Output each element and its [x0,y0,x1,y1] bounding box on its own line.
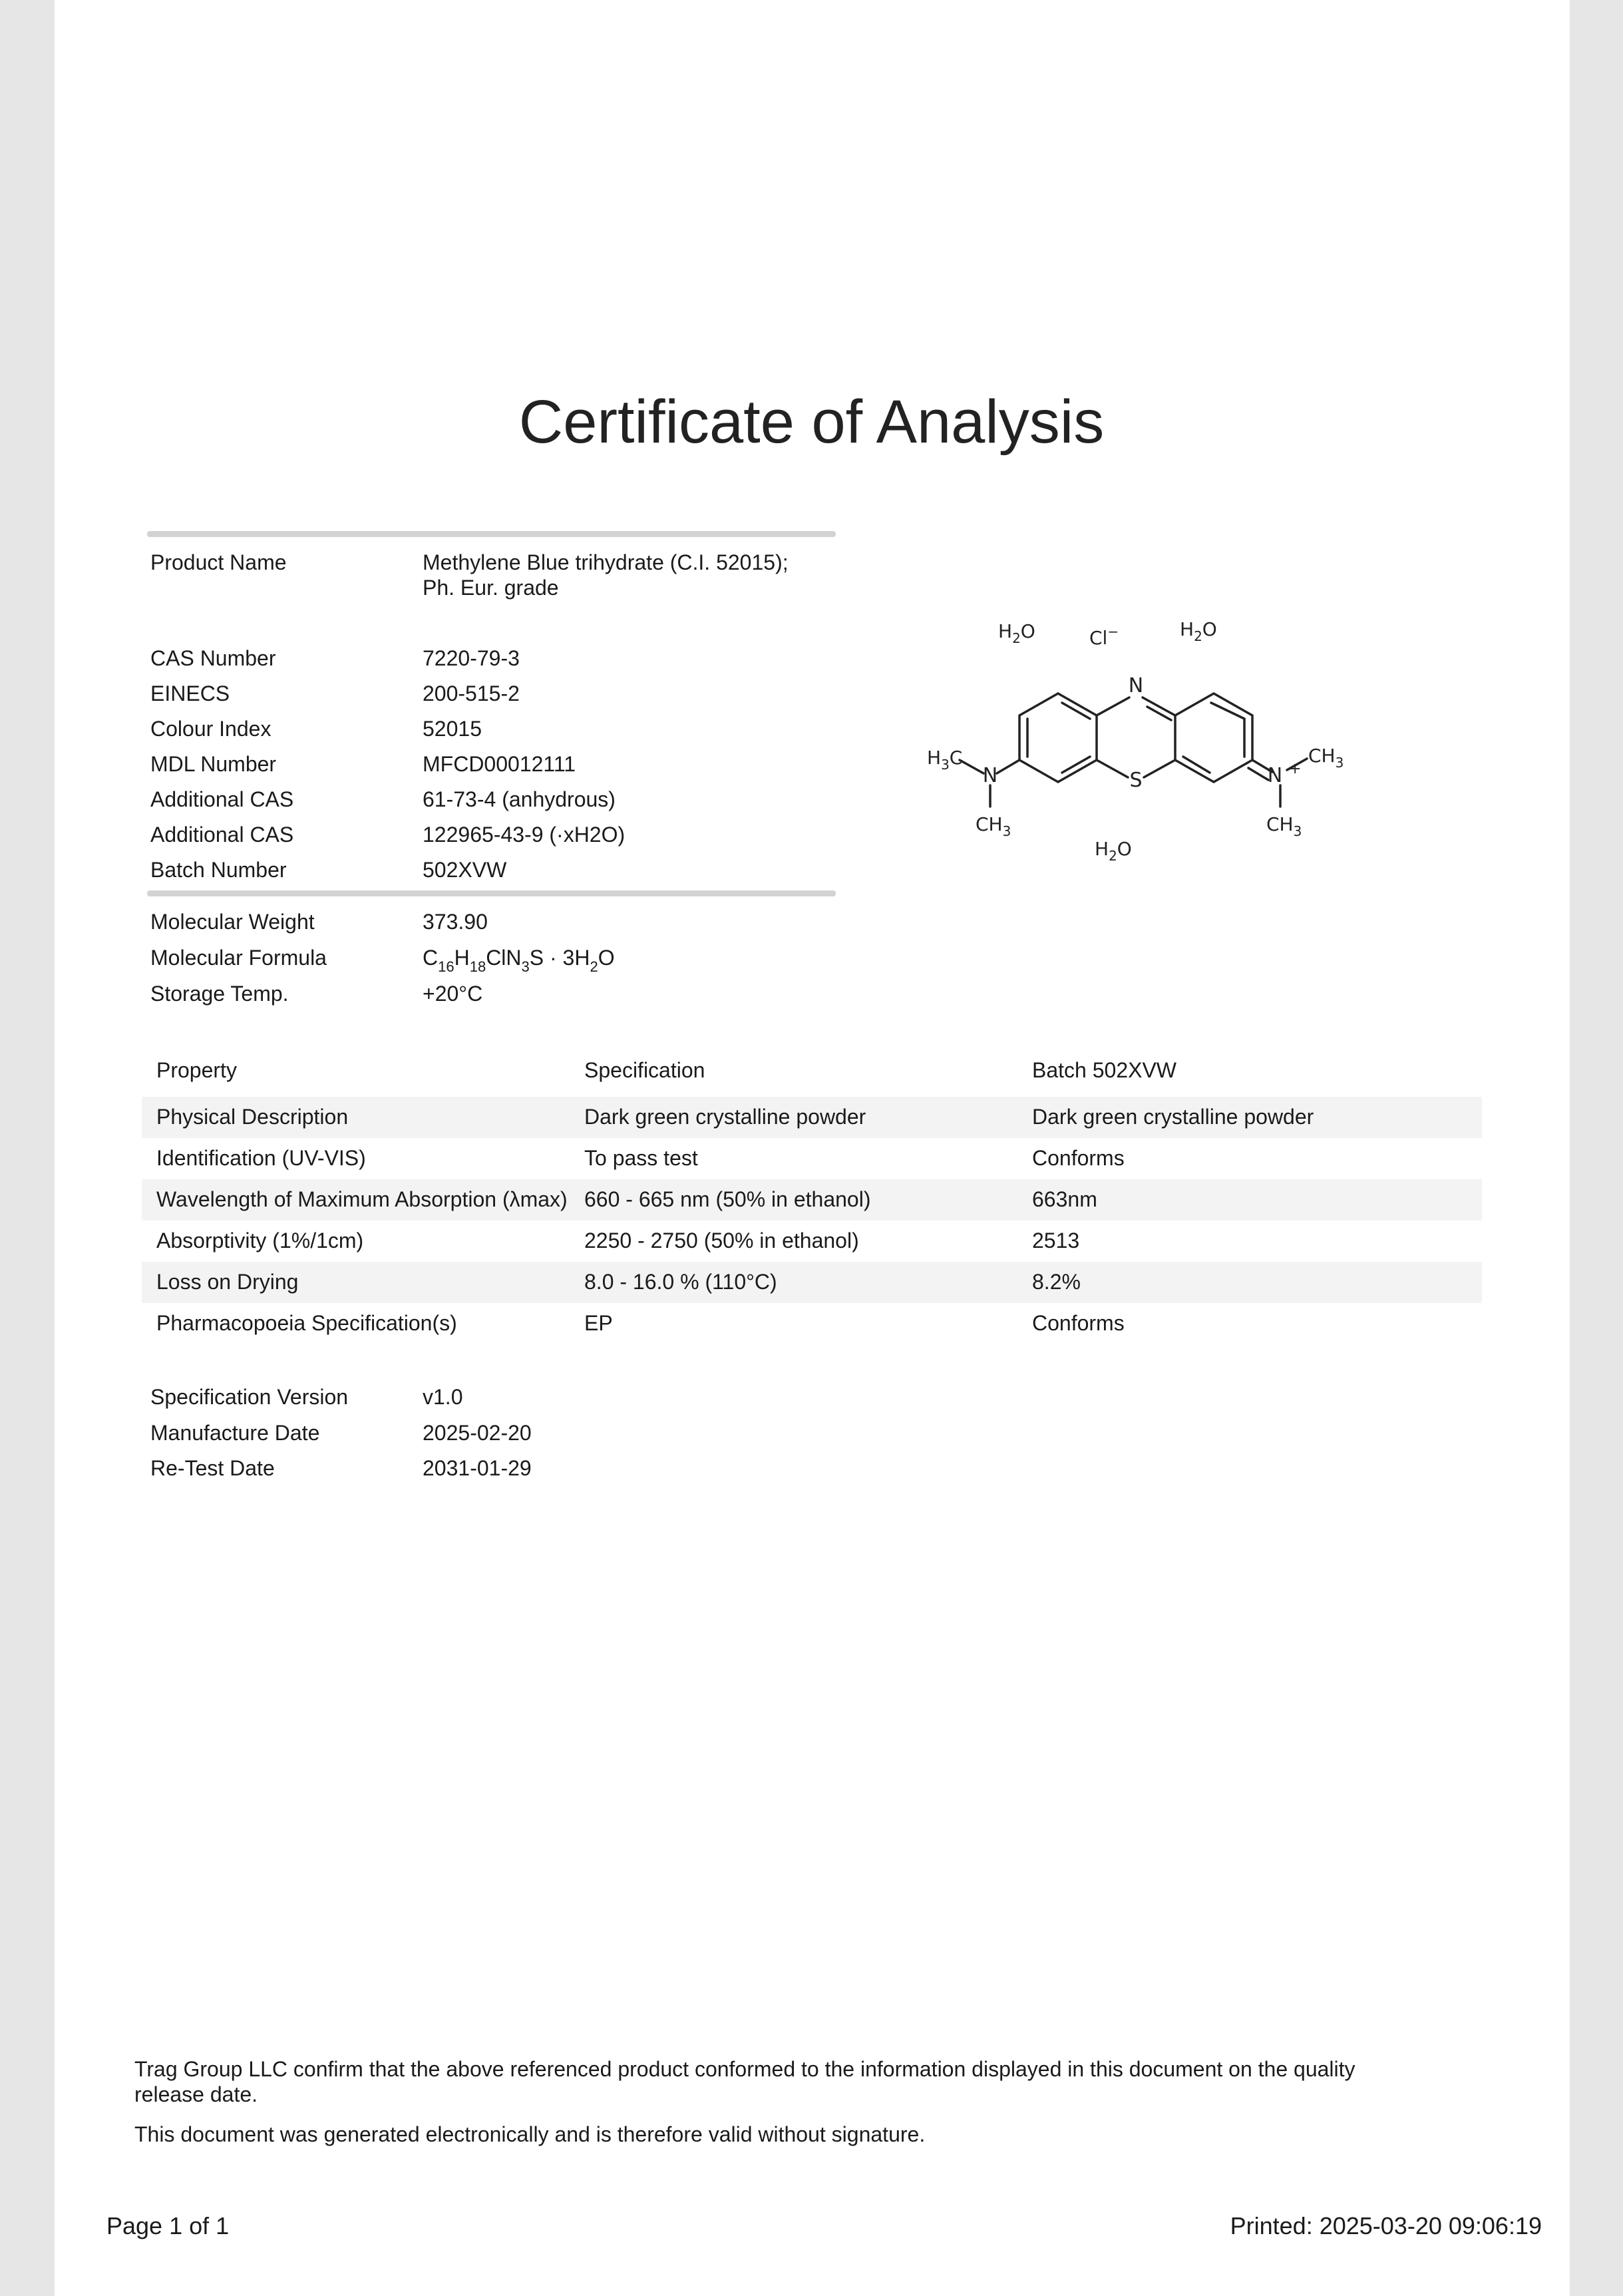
methyl-lower-right: $CH_3$ [1266,813,1302,839]
water-top-right: $H_2O$ [1180,618,1217,644]
divider-middle [147,890,836,896]
chloride-ion: Cl− [1089,624,1119,649]
table-row [142,1221,1482,1262]
product-name-label: Product Name [150,550,287,574]
header-batch: Batch 502XVW [1032,1058,1176,1082]
cell-property: Wavelength of Maximum Absorption (λmax) [156,1187,568,1211]
mdl-value: MFCD00012111 [423,752,576,776]
colour-index-label: Colour Index [150,717,271,741]
iminium-charge: + [1289,761,1302,777]
cell-result: 8.2% [1032,1270,1081,1294]
chemical-structure [858,599,1364,878]
conformity-statement: Trag Group LLC confirm that the above referenced product conformed to the information displayed in this document on the quality [134,2057,1355,2081]
cell-result: Conforms [1032,1146,1125,1170]
mdl-label: MDL Number [150,752,277,776]
manufacture-date-label: Manufacture Date [150,1421,320,1445]
storage-temp-value: +20°C [423,982,483,1006]
cell-specification: Dark green crystalline powder [584,1105,866,1129]
water-top-left: $H_2O$ [998,620,1035,646]
water-bottom: $H_2O$ [1095,838,1132,864]
batch-number-value: 502XVW [423,858,507,882]
ring-sulfur: S [1129,769,1143,792]
header-property: Property [156,1058,237,1082]
divider-top [147,531,836,537]
cell-property: Identification (UV-VIS) [156,1146,366,1170]
additional-cas-label: Additional CAS [150,823,294,847]
table-row [142,1262,1482,1303]
page-title: Certificate of Analysis [518,388,1105,456]
manufacture-date-value: 2025-02-20 [423,1421,532,1445]
cas-label: CAS Number [150,646,276,670]
table-row [142,1179,1482,1221]
cell-property: Physical Description [156,1105,349,1129]
cell-specification: 2250 - 2750 (50% in ethanol) [584,1229,859,1252]
colour-index-value: 52015 [423,717,482,741]
amine-nitrogen: N [982,764,998,787]
retest-date-label: Re-Test Date [150,1456,275,1480]
batch-number-label: Batch Number [150,858,287,882]
cell-specification: 660 - 665 nm (50% in ethanol) [584,1187,871,1211]
molecular-weight-value: 373.90 [423,910,488,934]
page-number: Page 1 of 1 [106,2212,230,2239]
cell-result: 2513 [1032,1229,1080,1252]
spec-version-value: v1.0 [423,1385,463,1409]
einecs-label: EINECS [150,681,230,705]
table-row [142,1138,1482,1179]
methyl-lower-left: $CH_3$ [976,813,1011,839]
cell-specification: To pass test [584,1146,698,1170]
cell-specification: 8.0 - 16.0 % (110°C) [584,1270,777,1294]
additional-cas-value: 122965-43-9 (·xH2O) [423,823,626,847]
cell-property: Absorptivity (1%/1cm) [156,1229,364,1252]
molecular-formula-label: Molecular Formula [150,946,327,970]
table-row [142,1097,1482,1138]
cell-specification: EP [584,1311,613,1335]
spec-version-label: Specification Version [150,1385,349,1409]
ring-nitrogen: N [1128,674,1144,697]
cell-result: Dark green crystalline powder [1032,1105,1314,1129]
methyl-left: $H_3C$ [927,747,963,773]
additional-cas-label: Additional CAS [150,787,294,811]
header-specification: Specification [584,1058,705,1082]
cas-value: 7220-79-3 [423,646,520,670]
iminium-nitrogen: N [1267,764,1283,787]
cell-result: 663nm [1032,1187,1097,1211]
product-name-grade: Ph. Eur. grade [423,576,559,600]
molecular-formula-value: $C_{16}H_{18}ClN_3S \cdot 3H_2O$ [423,946,615,975]
electronic-validity-note: This document was generated electronically and is therefore valid without signature. [134,2122,926,2146]
product-name-value: Methylene Blue trihydrate (C.I. 52015); [423,550,789,574]
retest-date-value: 2031-01-29 [423,1456,532,1480]
printed-timestamp: Printed: 2025-03-20 09:06:19 [1230,2212,1542,2239]
properties-table [142,1050,1482,1344]
table-header [142,1050,1482,1097]
storage-temp-label: Storage Temp. [150,982,289,1006]
table-row [142,1303,1482,1344]
cell-result: Conforms [1032,1311,1125,1335]
cell-property: Loss on Drying [156,1270,299,1294]
einecs-value: 200-515-2 [423,681,520,705]
molecular-weight-label: Molecular Weight [150,910,315,934]
additional-cas-value: 61-73-4 (anhydrous) [423,787,616,811]
conformity-statement-cont: release date. [134,2082,258,2106]
cell-property: Pharmacopoeia Specification(s) [156,1311,457,1335]
methyl-right: $CH_3$ [1308,745,1344,771]
